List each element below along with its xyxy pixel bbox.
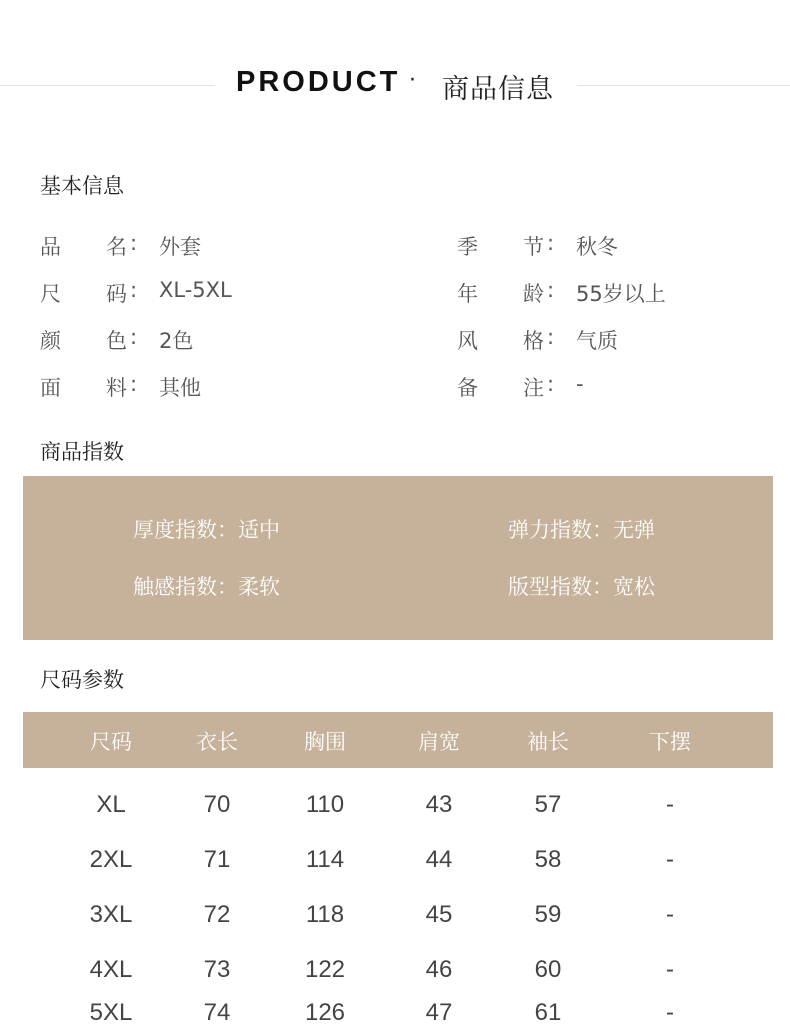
table-cell: 73 xyxy=(203,956,231,983)
table-cell: 45 xyxy=(425,901,453,928)
info-key-char: 色 xyxy=(106,329,127,353)
table-cell: - xyxy=(666,791,674,818)
table-cell: 61 xyxy=(534,999,562,1026)
info-colon: : xyxy=(547,278,555,302)
info-key-char: 名 xyxy=(106,235,127,259)
info-colon: : xyxy=(130,325,138,349)
column-header-length: 衣长 xyxy=(196,730,238,754)
info-row-size xyxy=(40,278,400,308)
column-header-shoulder: 肩宽 xyxy=(418,730,460,754)
info-value: XL-5XL xyxy=(159,278,232,302)
info-key-char: 季 xyxy=(457,235,478,259)
table-cell: 47 xyxy=(425,999,453,1026)
divider-right xyxy=(577,85,790,86)
info-colon: : xyxy=(130,278,138,302)
info-colon: : xyxy=(547,231,555,255)
info-colon: : xyxy=(547,372,555,396)
table-cell: 118 xyxy=(305,901,345,928)
info-value: 外套 xyxy=(159,235,201,259)
info-row-note xyxy=(457,372,777,402)
table-cell: 57 xyxy=(534,791,562,818)
info-key-char: 格 xyxy=(523,329,544,353)
table-cell: 70 xyxy=(203,791,231,818)
column-header-hem: 下摆 xyxy=(649,730,691,754)
size-table-header xyxy=(23,712,773,768)
size-title: 尺码参数 xyxy=(40,668,124,692)
info-key-char: 注 xyxy=(523,376,544,400)
table-cell: 2XL xyxy=(89,846,133,873)
info-value: 秋冬 xyxy=(576,235,618,259)
table-cell: 59 xyxy=(534,901,562,928)
table-cell: 4XL xyxy=(89,956,133,983)
table-cell: 46 xyxy=(425,956,453,983)
info-colon: : xyxy=(130,231,138,255)
page-header xyxy=(0,60,790,110)
info-value: 2色 xyxy=(159,329,194,353)
table-cell: 71 xyxy=(203,846,231,873)
info-row-season xyxy=(457,231,777,261)
table-cell: 5XL xyxy=(89,999,133,1026)
table-cell: XL xyxy=(96,791,126,818)
product-index-panel xyxy=(23,476,773,640)
index-elasticity: 弹力指数：无弹 xyxy=(508,518,655,542)
header-separator: · xyxy=(409,68,416,93)
info-key-char: 龄 xyxy=(523,282,544,306)
info-key-char: 风 xyxy=(457,329,478,353)
info-value: 其他 xyxy=(159,376,201,400)
column-header-sleeve: 袖长 xyxy=(527,730,569,754)
table-cell: 60 xyxy=(534,956,562,983)
info-key-char: 节 xyxy=(523,235,544,259)
info-value: 55岁以上 xyxy=(576,282,666,306)
info-key-char: 备 xyxy=(457,376,478,400)
info-key-char: 年 xyxy=(457,282,478,306)
info-key-char: 面 xyxy=(40,376,61,400)
index-thickness: 厚度指数：适中 xyxy=(133,518,280,542)
info-row-age xyxy=(457,278,777,308)
basic-info-title: 基本信息 xyxy=(40,174,124,198)
index-fit: 版型指数：宽松 xyxy=(508,575,655,599)
table-cell: 3XL xyxy=(89,901,133,928)
info-value: 气质 xyxy=(576,329,618,353)
table-cell: - xyxy=(666,901,674,928)
info-row-style xyxy=(457,325,777,355)
info-key-char: 料 xyxy=(106,376,127,400)
info-row-fabric xyxy=(40,372,400,402)
table-cell: 110 xyxy=(305,791,345,818)
table-cell: 122 xyxy=(304,956,346,983)
info-key-char: 颜 xyxy=(40,329,61,353)
info-value: - xyxy=(576,372,584,396)
table-cell: 44 xyxy=(425,846,453,873)
table-cell: 72 xyxy=(203,901,231,928)
table-cell: - xyxy=(666,846,674,873)
info-row-color xyxy=(40,325,400,355)
info-colon: : xyxy=(547,325,555,349)
header-title-cn: 商品信息 xyxy=(442,74,554,105)
column-header-size: 尺码 xyxy=(90,730,132,754)
divider-left xyxy=(0,85,215,86)
info-key-char: 码 xyxy=(106,282,127,306)
info-key-char: 尺 xyxy=(40,282,61,306)
header-title-en: PRODUCT xyxy=(236,66,401,98)
table-cell: 43 xyxy=(425,791,453,818)
index-touch: 触感指数：柔软 xyxy=(133,575,280,599)
table-cell: 126 xyxy=(304,999,346,1026)
table-cell: 58 xyxy=(534,846,562,873)
info-key-char: 品 xyxy=(40,235,61,259)
column-header-bust: 胸围 xyxy=(304,730,346,754)
table-cell: 74 xyxy=(203,999,231,1026)
table-cell: 114 xyxy=(305,846,345,873)
index-title: 商品指数 xyxy=(40,440,124,464)
info-colon: : xyxy=(130,372,138,396)
table-cell: - xyxy=(666,999,674,1026)
info-row-name xyxy=(40,231,400,261)
table-cell: - xyxy=(666,956,674,983)
